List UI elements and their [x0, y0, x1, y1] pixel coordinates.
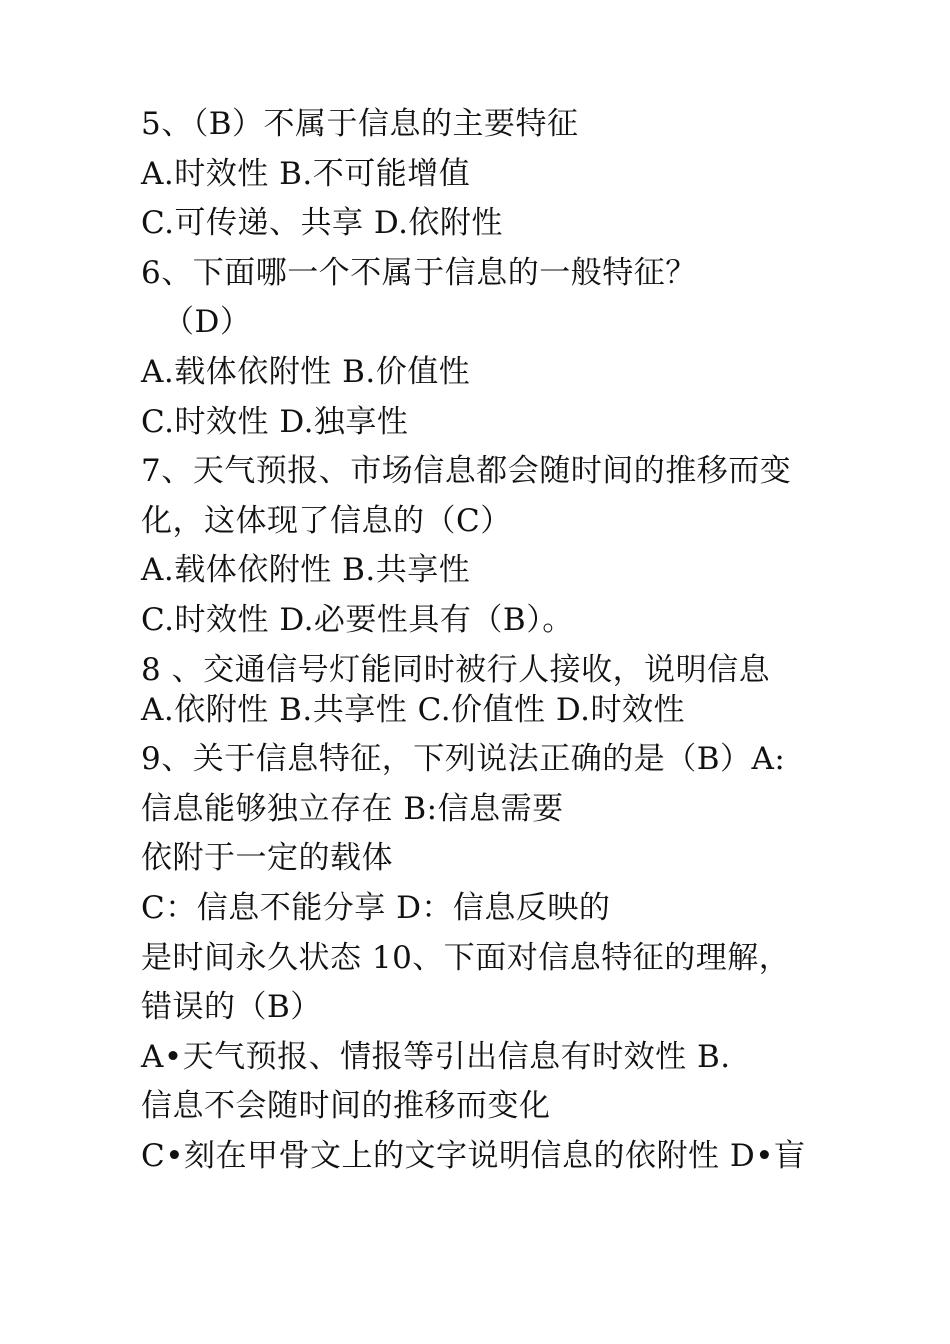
question-10-stem-continued: 错误的（B）	[141, 989, 322, 1026]
question-6-options-cd: C.时效性 D.独享性	[141, 403, 409, 440]
question-5-options-cd: C.可传递、共享 D.依附性	[141, 205, 503, 242]
question-5-options-ab: A.时效性 B.不可能增值	[141, 155, 471, 192]
question-8-stem: 8 、交通信号灯能同时被行人接收，说明信息	[141, 651, 771, 686]
question-10-option-a: A•天气预报、情报等引出信息有时效性 B.	[141, 1038, 731, 1075]
question-9-options-ab: 信息能够独立存在 B:信息需要	[141, 790, 564, 827]
question-9-options-cd: C：信息不能分享 D：信息反映的	[141, 889, 611, 926]
question-8-options: A.依附性 B.共享性 C.价值性 D.时效性	[141, 691, 686, 728]
question-10-options-cd: C•刻在甲骨文上的文字说明信息的依附性 D•盲	[141, 1137, 806, 1174]
question-7-stem-continued: 化，这体现了信息的（C）	[141, 502, 512, 539]
question-10-stem: 是时间永久状态 10、下面对信息特征的理解，	[141, 939, 791, 976]
question-6-answer: （D）	[163, 304, 252, 341]
question-9-option-b-continued: 依附于一定的载体	[141, 840, 393, 877]
question-7-options-ab: A.载体依附性 B.共享性	[141, 552, 471, 589]
question-6-options-ab: A.载体依附性 B.价值性	[141, 353, 471, 390]
question-7-options-cd: C.时效性 D.必要性具有（B）。	[141, 601, 574, 638]
question-9-stem: 9、关于信息特征，下列说法正确的是（B）A:	[141, 741, 786, 778]
question-5-stem: 5、（B）不属于信息的主要特征	[141, 106, 579, 142]
question-10-option-b: 信息不会随时间的推移而变化	[141, 1088, 551, 1125]
question-7-stem: 7、天气预报、市场信息都会随时间的推移而变	[141, 453, 792, 490]
question-6-stem: 6、下面哪一个不属于信息的一般特征？	[141, 254, 697, 291]
document-text-block	[141, 100, 841, 1181]
